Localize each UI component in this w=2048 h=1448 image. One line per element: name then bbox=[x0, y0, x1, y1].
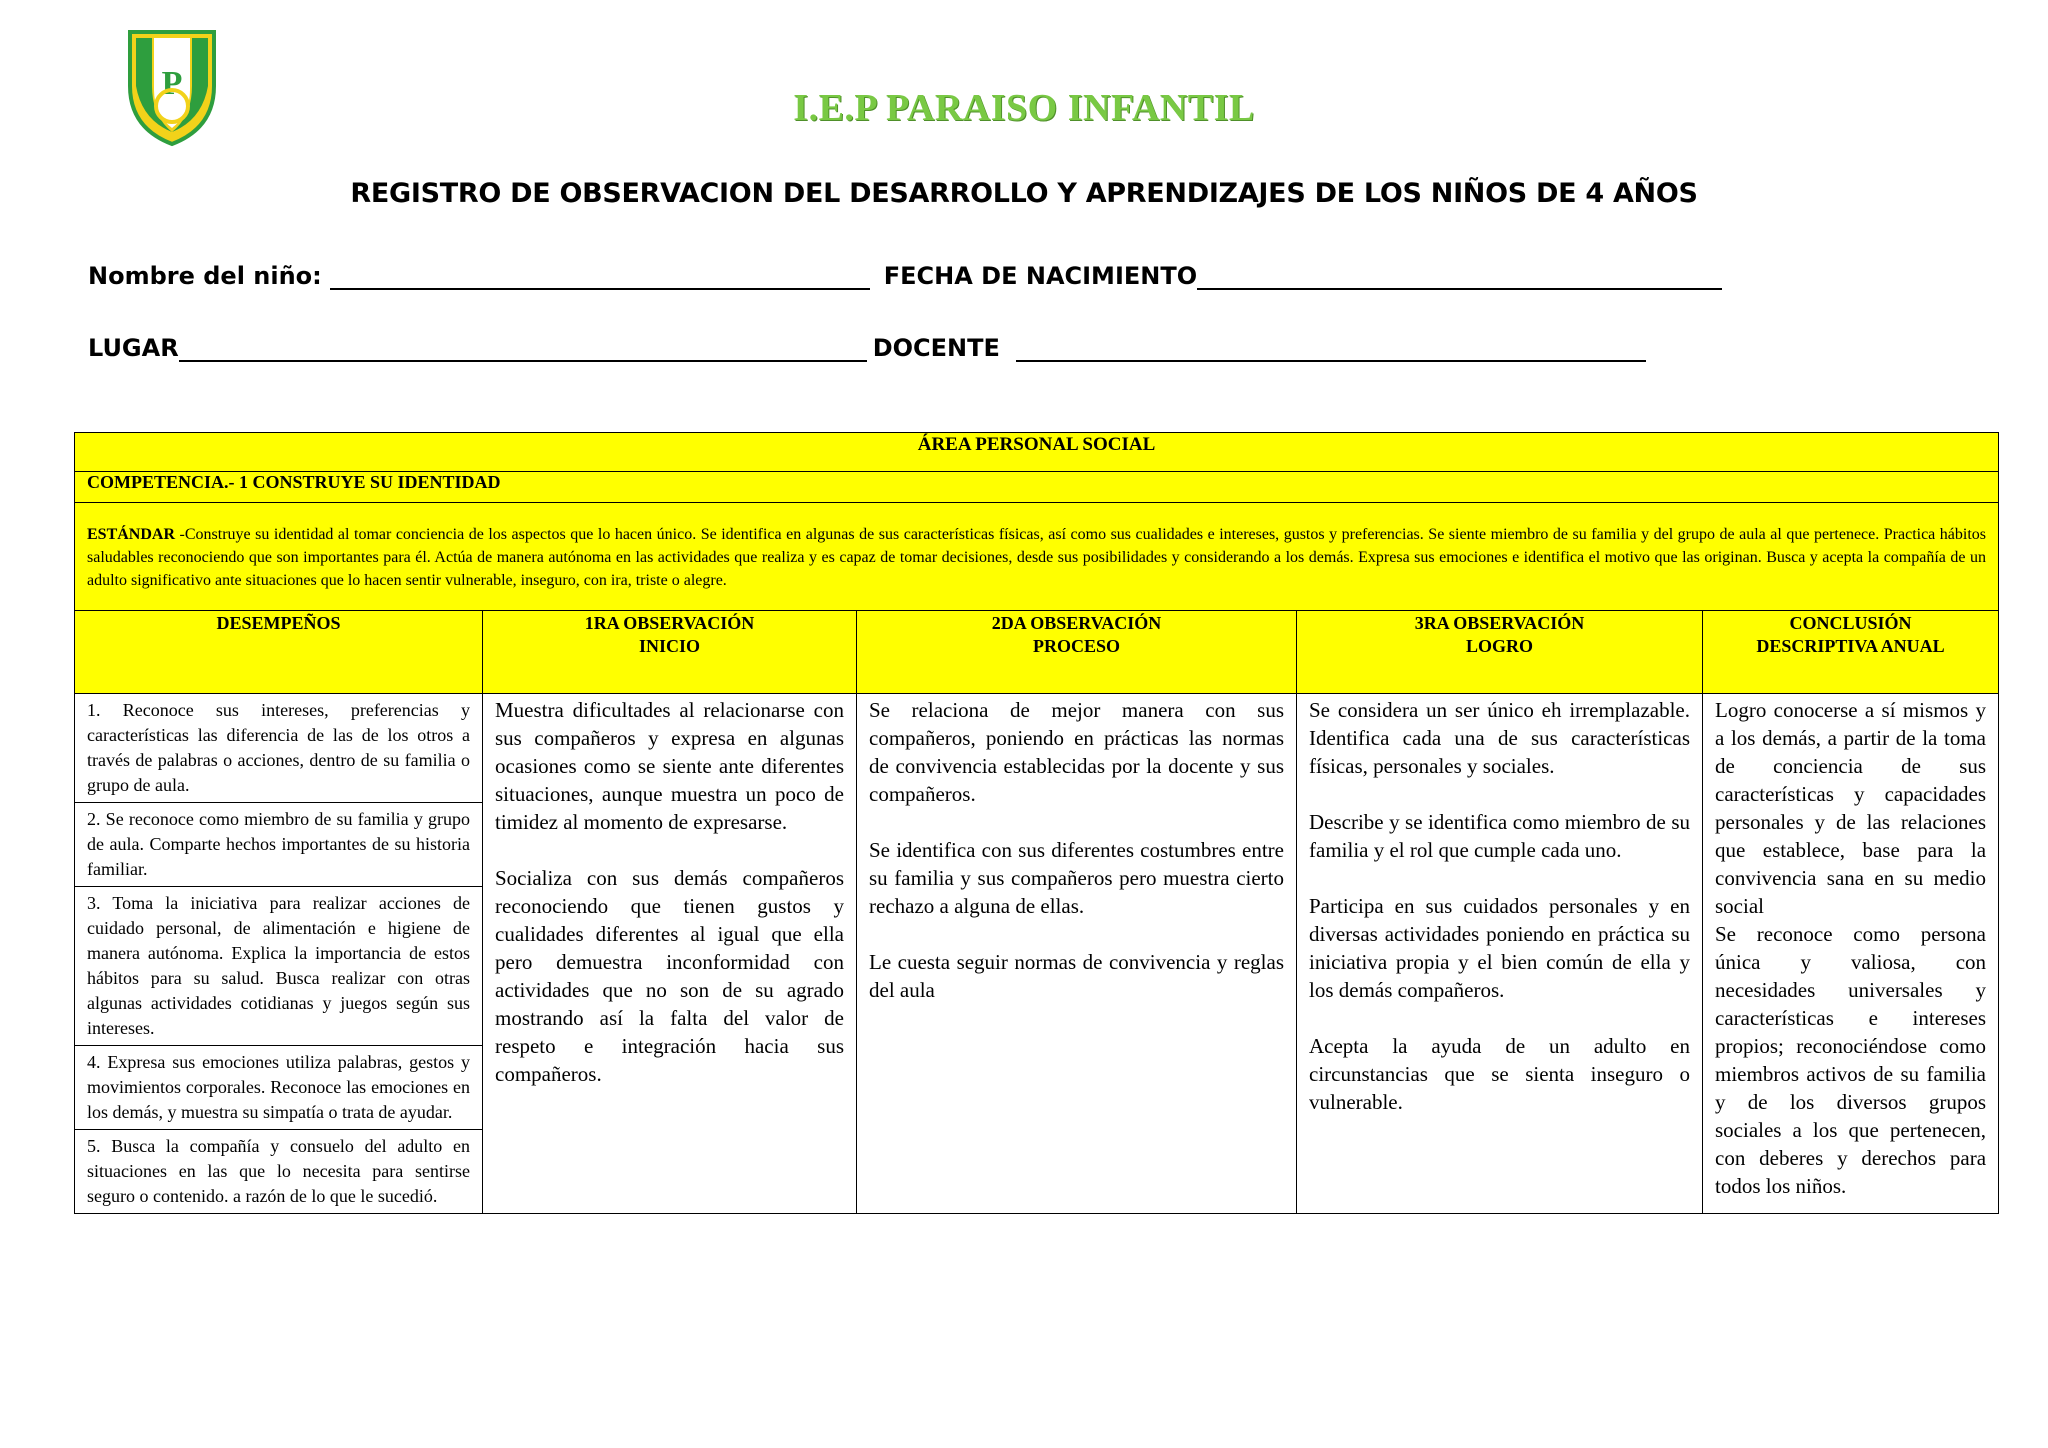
school-name: I.E.P PARAISO INFANTIL bbox=[793, 87, 1255, 129]
standard-label: ESTÁNDAR bbox=[87, 526, 176, 543]
observation-3-cell bbox=[1297, 694, 1703, 1214]
teacher-field[interactable] bbox=[1016, 336, 1646, 362]
observation-3-text: Se considera un ser único eh irremplazable. Identifica cada una de sus características físicas, personales y sociales. Describe y se identifica como miembro de su familia y el rol que cumple cada uno. Participa en sus cuidados personales y en diversas actividades poniendo en práctica su iniciativa propia y el bien común de ella y los demás compañeros. Acepta la ayuda de un adulto en circunstancias que se sienta inseguro o vulnerable. bbox=[1309, 698, 1690, 1114]
child-name-field[interactable] bbox=[330, 264, 870, 290]
birth-date-field[interactable] bbox=[1197, 264, 1722, 290]
observation-1-text: Muestra dificultades al relacionarse con sus compañeros y expresa en algunas ocasiones como se siente ante diferentes situaciones, aunque muestra un poco de timidez al momento de expresarse. Socializa con sus demás compañeros reconociendo que tienen gustos y cualidades diferentes al igual que ella pero demuestra inconformidad con actividades que no son de su agrado mostrando así la falta del valor de respeto e integración hacia sus compañeros. bbox=[495, 698, 844, 1086]
form-line-child bbox=[88, 262, 1722, 290]
form-line-place bbox=[88, 334, 1646, 362]
column-header-obs1: 1RA OBSERVACIÓN INICIO bbox=[483, 611, 857, 694]
area-header: ÁREA PERSONAL SOCIAL bbox=[75, 433, 1999, 472]
conclusion-cell bbox=[1703, 694, 1999, 1214]
place-label: LUGAR bbox=[88, 334, 179, 362]
observation-2-cell bbox=[857, 694, 1297, 1214]
child-name-label: Nombre del niño: bbox=[88, 262, 322, 290]
desempeno-item: 2. Se reconoce como miembro de su familia y grupo de aula. Comparte hechos importantes de su historia familiar. bbox=[75, 803, 482, 887]
column-header-obs3: 3RA OBSERVACIÓN LOGRO bbox=[1297, 611, 1703, 694]
column-header-obs2: 2DA OBSERVACIÓN PROCESO bbox=[857, 611, 1297, 694]
desempeno-item: 5. Busca la compañía y consuelo del adulto en situaciones en las que lo necesita para sentirse seguro o contenido. a razón de lo que le sucedió. bbox=[87, 1136, 470, 1206]
desempeno-item: 4. Expresa sus emociones utiliza palabras, gestos y movimientos corporales. Reconoce las emociones en los demás, y muestra su simpatía o trata de ayudar. bbox=[75, 1046, 482, 1130]
column-header-conclusion: CONCLUSIÓN DESCRIPTIVA ANUAL bbox=[1703, 611, 1999, 694]
place-field[interactable] bbox=[179, 336, 867, 362]
desempeno-item: 3. Toma la iniciativa para realizar acciones de cuidado personal, de alimentación e higiene de manera autónoma. Explica la importancia de estos hábitos para su salud. Busca realizar con otras algunas actividades cotidianas y juegos según sus intereses. bbox=[75, 887, 482, 1046]
observation-2-text: Se relaciona de mejor manera con sus compañeros, poniendo en prácticas las normas de convivencia establecidas por la docente y sus compañeros. Se identifica con sus diferentes costumbres entre su familia y sus compañeros pero muestra cierto rechazo a alguna de ellas. Le cuesta seguir normas de convivencia y reglas del aula bbox=[869, 698, 1284, 1002]
conclusion-text: Logro conocerse a sí mismos y a los demás, a partir de la toma de conciencia de sus características y capacidades personales y de las relaciones que establece, base para la convivencia sana en su medio social Se reconoce como persona única y valiosa, con necesidades universales y características e intereses propios; reconociéndose como miembros activos de su familia y de los diversos grupos sociales a los que pertenecen, con deberes y derechos para todos los niños. bbox=[1715, 698, 1987, 1198]
birth-date-label: FECHA DE NACIMIENTO bbox=[883, 262, 1198, 290]
document-title: REGISTRO DE OBSERVACION DEL DESARROLLO Y APRENDIZAJES DE LOS NIÑOS DE 4 AÑOS bbox=[350, 178, 1698, 209]
teacher-label: DOCENTE bbox=[872, 334, 1000, 362]
desempenos-cell bbox=[75, 694, 483, 1214]
observation-register-table bbox=[74, 432, 1999, 1214]
observation-1-cell bbox=[483, 694, 857, 1214]
svg-text:P: P bbox=[161, 65, 183, 102]
desempeno-item: 1. Reconoce sus intereses, preferencias y características las diferencia de las de los otros a través de palabras o acciones, dentro de su familia o grupo de aula. bbox=[75, 694, 482, 803]
column-header-desempenos: DESEMPEÑOS bbox=[75, 611, 483, 694]
competence-header: COMPETENCIA.- 1 CONSTRUYE SU IDENTIDAD bbox=[75, 472, 1999, 503]
standard-text: -Construye su identidad al tomar conciencia de los aspectos que lo hacen único. Se identifica en algunas de sus características físicas, así como sus cualidades e intereses, gustos y preferencias. Se siente miembro de su familia y del grupo de aula al que pertenece. Practica hábitos saludables reconociendo que son importantes para él. Actúa de manera autónoma en las actividades que realiza y es capaz de tomar decisiones, desde sus posibilidades y considerando a los demás. Expresa sus emociones e identifica el motivo que las originan. Busca y acepta la compañía de un adulto significativo ante situaciones que lo hacen sentir vulnerable, inseguro, con ira, triste o alegre. bbox=[87, 526, 1987, 589]
standard-description bbox=[75, 503, 1999, 611]
